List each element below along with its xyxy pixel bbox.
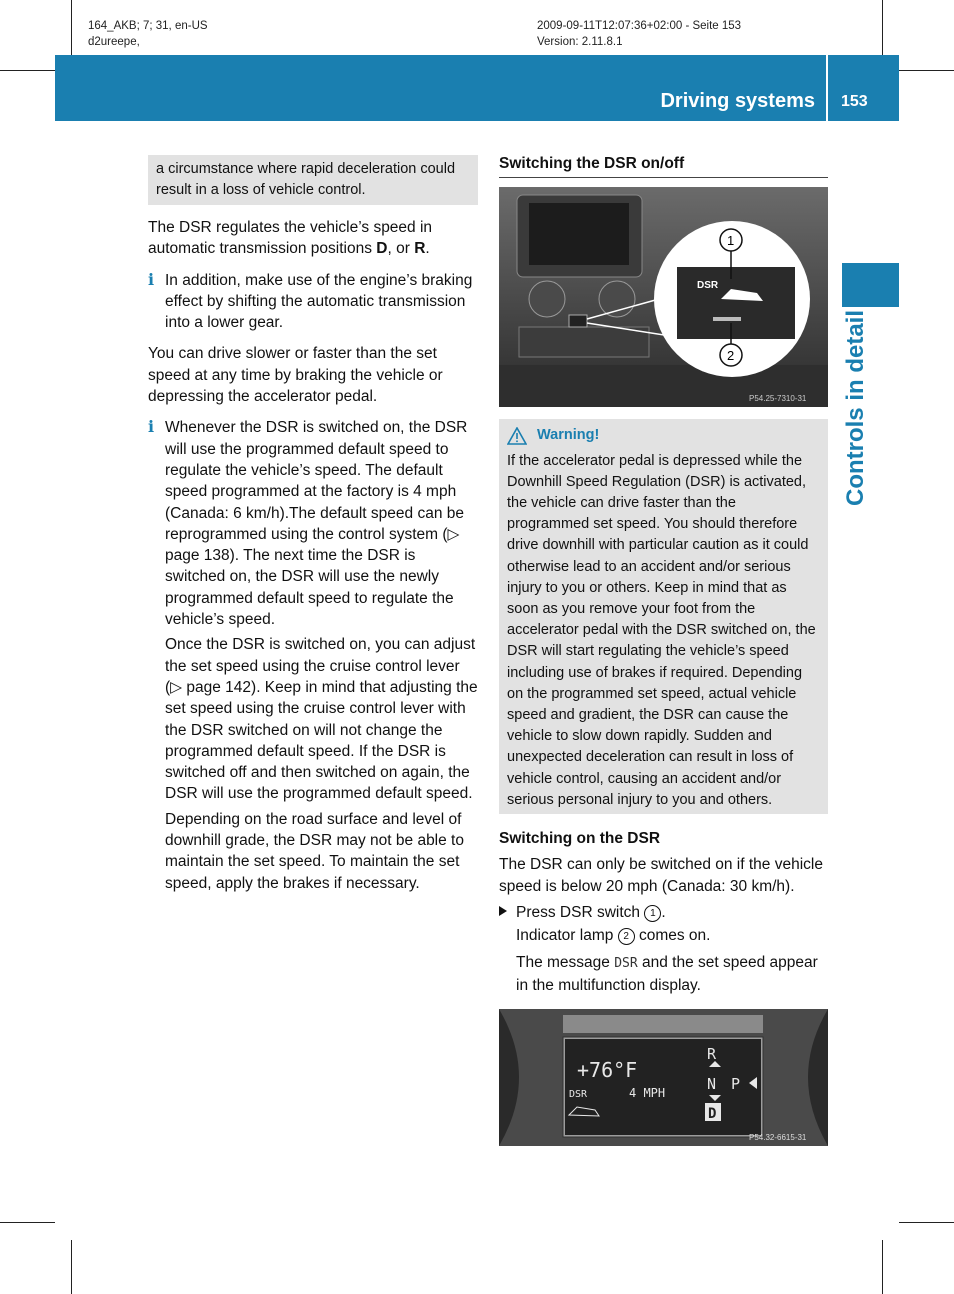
- instruction-step: [499, 902, 828, 996]
- warning-box: [499, 419, 828, 814]
- gear-d: D: [708, 1106, 717, 1123]
- print-meta-left: [88, 18, 208, 50]
- note-text: In addition, make use of the engine’s braking effect by shifting the automatic transmission into a lower gear.: [165, 271, 473, 332]
- section-header-band: [55, 55, 899, 121]
- section-title: Driving systems: [660, 90, 815, 112]
- crop-mark: [899, 70, 954, 71]
- crop-mark: [0, 1222, 55, 1223]
- info-icon: i: [148, 269, 155, 289]
- callout-1-ref: 1: [644, 905, 661, 922]
- meta-line: d2ureepe,: [88, 36, 140, 48]
- warning-header: [507, 425, 820, 446]
- step-result: The message DSR and the set speed appear in the multifunction display.: [516, 954, 818, 994]
- left-column: [148, 155, 478, 904]
- print-meta-right: [537, 18, 741, 50]
- dsr-button-label: DSR: [697, 280, 719, 292]
- warning-triangle-icon: [507, 427, 527, 445]
- display-temperature: +76°F: [577, 1058, 638, 1083]
- crop-mark: [71, 0, 72, 55]
- figure-code: P54.32-6615-31: [749, 1133, 807, 1143]
- crop-mark: [882, 1240, 883, 1294]
- dsr-switch-photo: [499, 187, 828, 407]
- continued-warning-box: a circumstance where rapid deceleration could result in a loss of vehicle control.: [148, 155, 478, 205]
- page-number: 153: [841, 93, 868, 110]
- meta-line: 164_AKB; 7; 31, en-US: [88, 20, 208, 32]
- band-divider: [826, 55, 828, 121]
- paragraph: The DSR regulates the vehicle’s speed in automatic transmission positions D, or R.: [148, 219, 433, 258]
- section-heading: Switching the DSR on/off: [499, 155, 685, 172]
- crop-mark: [71, 1240, 72, 1294]
- gear-p: P: [731, 1075, 741, 1094]
- multifunction-display-illustration: [499, 1009, 828, 1146]
- meta-line: 2009-09-11T12:07:36+02:00 - Seite 153: [537, 20, 742, 32]
- paragraph: The DSR can only be switched on if the vehicle speed is below 20 mph (Canada: 30 km/h).: [499, 856, 823, 895]
- dsr-switch-illustration: [499, 187, 828, 407]
- crop-mark: [882, 0, 883, 55]
- note-text: Whenever the DSR is switched on, the DSR will use the programmed default speed to regulate the vehicle’s speed. The default speed programmed at the factory is 4 mph (Canada: 6 km/h).The default speed can be reprogrammed using the control system (▷ page 138). The next time the DSR is switched on, the DSR will use the newly programmed default speed to regulate the vehicle’s speed.: [165, 419, 468, 629]
- callout-2: 2: [727, 348, 735, 364]
- step-result: Indicator lamp 2 comes on.: [516, 927, 711, 945]
- warning-text: If the accelerator pedal is depressed while the Downhill Speed Regulation (DSR) is activated, the vehicle can drive faster than the programmed set speed. You should therefore drive downhill with particular caution as it could otherwise lead to an accident and/or serious injury to you or others. Keep in mind that as soon as you remove your foot from the accelerator pedal with the DSR switched on, the DSR will start regulating the vehicle’s speed including use of brakes if required. Depending on the programmed set speed, actual vehicle speed and gradient, the DSR can cause the vehicle to slow down rapidly. Sudden and unexpected deceleration can result in loss of vehicle control, causing an accident and/or serious personal injury to you and others.: [507, 452, 816, 808]
- note-text: Depending on the road surface and level of downhill grade, the DSR may not be able to maintain the set speed. To maintain the set speed, apply the brakes if necessary.: [165, 810, 464, 892]
- crop-mark: [899, 1222, 954, 1223]
- gear-r: R: [707, 1045, 717, 1064]
- paragraph: You can drive slower or faster than the set speed at any time by braking the vehicle or depressing the accelerator pedal.: [148, 345, 443, 406]
- info-note: [148, 270, 478, 334]
- gear-n: N: [707, 1075, 717, 1094]
- display-speed: 4 MPH: [629, 1086, 666, 1101]
- display-dsr: DSR: [569, 1089, 588, 1101]
- figure-code: P54.25-7310-31: [749, 394, 807, 404]
- note-text: Once the DSR is switched on, you can adjust the set speed using the cruise control lever (▷ page 142). Keep in mind that adjusting the set speed using the cruise control lever with the DSR switched on will not change the programmed default speed. If the DSR is switched off and then switched on again, the DSR will use the programmed default speed.: [165, 636, 478, 803]
- right-column: [499, 153, 828, 1146]
- chapter-title: Controls in detail: [842, 309, 869, 506]
- meta-line: Version: 2.11.8.1: [537, 36, 623, 48]
- warning-title: Warning!: [537, 427, 600, 444]
- callout-1: 1: [727, 233, 735, 249]
- section-heading-rule: [499, 153, 828, 178]
- callout-2-ref: 2: [618, 928, 635, 945]
- step-arrow-icon: [499, 906, 507, 916]
- sub-heading: Switching on the DSR: [499, 829, 661, 847]
- info-icon: i: [148, 417, 155, 437]
- step-text: Press DSR switch 1 .: [516, 903, 666, 921]
- info-note: [148, 417, 478, 894]
- crop-mark: [0, 70, 55, 71]
- display-message-dsr: DSR: [614, 956, 638, 972]
- multifunction-display-photo: [499, 1009, 828, 1146]
